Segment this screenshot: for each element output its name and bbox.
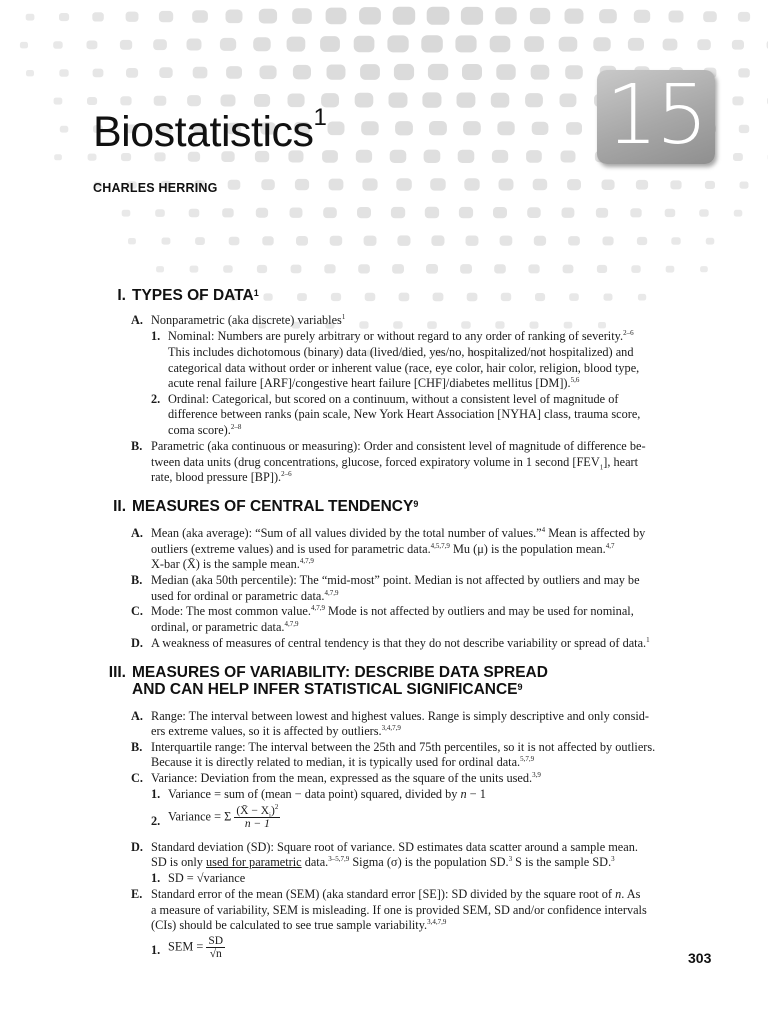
decorative-tile — [462, 64, 482, 80]
decorative-tile — [631, 265, 640, 273]
decorative-tile — [331, 293, 341, 301]
decorative-tile — [292, 8, 312, 24]
decorative-tile — [425, 207, 439, 219]
decorative-tile — [732, 96, 743, 105]
decorative-tile — [599, 9, 617, 23]
decorative-tile — [329, 179, 344, 191]
decorative-tile — [562, 208, 575, 218]
item-label: A. — [131, 709, 143, 723]
decorative-tile — [534, 236, 546, 246]
decorative-tile — [126, 68, 138, 78]
decorative-tile — [228, 180, 241, 190]
item-text: Because it is directly related to median, it is typically used for ordinal data.$^{5,7,9}$ — [151, 754, 535, 769]
item-text: outliers (extreme values) and is used for parametric data.$^{4,5,7,9}$ Mu (μ) is the population mean.$^{4,7}$ — [151, 541, 615, 556]
decorative-tile — [490, 36, 511, 53]
decorative-tile — [429, 121, 447, 135]
decorative-tile — [433, 293, 444, 302]
item-text: Standard deviation (SD): Square root of variance. SD estimates data scatter around a sample mean. — [151, 840, 638, 854]
decorative-tile — [699, 209, 709, 217]
decorative-tile — [261, 179, 275, 190]
decorative-tile — [92, 12, 104, 21]
decorative-tile — [355, 93, 374, 108]
decorative-tile — [531, 65, 550, 80]
item-text: Nominal: Numbers are purely arbitrary or without regard to any order of ranking of severity.$^{2-6}$ — [168, 328, 634, 343]
decorative-tile — [669, 11, 684, 23]
formula-fraction: $\frac{(X̄ - X_i)^2}{n - 1}$ — [236, 803, 279, 830]
chapter-number: 15 — [605, 68, 707, 163]
decorative-tile — [356, 150, 372, 163]
decorative-tile — [189, 209, 200, 218]
decorative-tile — [706, 238, 715, 245]
decorative-tile — [431, 235, 444, 246]
decorative-tile — [361, 121, 379, 135]
decorative-tile — [705, 181, 715, 189]
decorative-tile — [563, 265, 574, 274]
decorative-tile — [323, 207, 337, 218]
decorative-tile — [496, 64, 515, 80]
decorative-tile — [193, 67, 208, 79]
decorative-tile — [395, 121, 413, 135]
decorative-tile — [362, 178, 377, 190]
item-label: 1. — [151, 871, 161, 885]
decorative-tile — [293, 65, 311, 80]
item-text: Range: The interval between lowest and highest values. Range is simply descriptive and only consid- — [151, 709, 650, 723]
item-text: Ordinal: Categorical, but scored on a continuum, without a consistent level of magnitude of — [168, 392, 619, 406]
decorative-tile — [530, 322, 539, 329]
decorative-tile — [54, 98, 63, 105]
decorative-tile — [221, 95, 236, 107]
item-label: D. — [131, 636, 143, 650]
variance-formula: Variance = Σ $\frac{(X̄ - X_i)^2}{n - 1}$ — [168, 803, 279, 830]
decorative-tile — [87, 41, 98, 50]
decorative-tile — [365, 293, 376, 301]
decorative-tile — [495, 7, 516, 24]
decorative-tile — [128, 238, 136, 244]
decorative-tile — [467, 293, 478, 302]
decorative-tile — [364, 236, 377, 246]
decorative-tile — [354, 36, 375, 53]
item-text: Mean (aka average): “Sum of all values divided by the total number of values.”$^4$ Mean is affected by — [151, 525, 646, 540]
decorative-tile — [159, 67, 172, 78]
item-label: B. — [131, 573, 143, 587]
decorative-tile — [567, 179, 581, 190]
decorative-tile — [357, 207, 371, 218]
chapter-title: Biostatistics$^1$ — [93, 104, 327, 156]
decorative-tile — [226, 66, 242, 79]
decorative-tile — [466, 236, 479, 246]
decorative-tile — [330, 236, 343, 246]
decorative-tile — [459, 207, 473, 218]
decorative-tile — [291, 265, 302, 274]
decorative-tile — [295, 179, 309, 190]
decorative-tile — [226, 10, 243, 24]
item-label: A. — [131, 526, 143, 540]
decorative-tile — [630, 208, 641, 217]
item-label: A. — [131, 313, 143, 327]
decorative-tile — [525, 93, 543, 107]
decorative-tile — [597, 265, 607, 273]
item-text: ers extreme values, so it is affected by outliers.$^{3,4,7,9}$ — [151, 723, 401, 738]
decorative-tile — [501, 293, 511, 301]
decorative-tile — [253, 37, 271, 51]
decorative-tile — [187, 39, 202, 51]
item-text: ordinal, or parametric data.$^{4,7,9}$ — [151, 619, 299, 634]
decorative-tile — [671, 237, 680, 245]
decorative-tile — [568, 236, 580, 245]
decorative-tile — [59, 69, 68, 77]
decorative-tile — [464, 178, 479, 190]
decorative-tile — [494, 264, 506, 273]
decorative-tile — [604, 294, 613, 301]
decorative-tile — [287, 37, 306, 52]
item-text: categorical data without order or inherent value (race, eye color, hair color, religion, blood type, — [168, 361, 640, 375]
decorative-tile — [59, 13, 69, 21]
decorative-tile — [153, 39, 167, 50]
decorative-tile — [254, 94, 270, 107]
decorative-tile — [634, 10, 650, 23]
item-label: 2. — [151, 814, 161, 828]
decorative-tile — [53, 41, 63, 49]
decorative-tile — [358, 264, 370, 273]
decorative-tile — [738, 68, 750, 77]
item-text: Variance: Deviation from the mean, expressed as the square of the units used.$^{3,9}$ — [151, 770, 541, 785]
decorative-tile — [26, 14, 35, 21]
section-heading-2: II. MEASURES OF CENTRAL TENDENCY$^9$ — [113, 498, 419, 515]
item-text: X-bar (X̄) is the sample mean.$^{4,7,9}$ — [151, 556, 314, 571]
decorative-tile — [569, 293, 579, 301]
decorative-tile — [120, 40, 132, 50]
decorative-tile — [703, 11, 717, 22]
decorative-tile — [20, 42, 28, 49]
decorative-tile — [533, 179, 548, 191]
decorative-tile — [493, 207, 507, 218]
decorative-tile — [260, 66, 277, 80]
item-text: a measure of variability, SEM is misleading. If one is provided SEM, SD and/or confidence intervals — [151, 903, 647, 917]
decorative-tile — [499, 179, 514, 191]
decorative-tile — [700, 266, 708, 272]
decorative-tile — [603, 237, 614, 246]
decorative-tile — [738, 12, 750, 22]
item-text: SD is only used for parametric data.$^{3-5,7,9}$ Sigma (σ) is the population SD.$^3$ S is the sample SD.$^3$ — [151, 854, 615, 869]
decorative-tile — [122, 210, 131, 217]
decorative-tile — [397, 235, 410, 246]
item-text: rate, blood pressure [BP]).$^{2-6}$ — [151, 469, 292, 484]
decorative-tile — [532, 122, 549, 135]
decorative-tile — [156, 266, 164, 272]
decorative-tile — [458, 150, 475, 163]
decorative-tile — [430, 178, 446, 190]
decorative-tile — [491, 93, 510, 108]
item-text: Mode: The most common value.$^{4,7,9}$ Mode is not affected by outliers and may be used for nominal, — [151, 603, 634, 618]
decorative-tile — [628, 38, 644, 51]
decorative-tile — [326, 8, 347, 25]
decorative-tile — [360, 64, 380, 80]
decorative-tile — [256, 208, 268, 218]
decorative-tile — [393, 321, 403, 329]
item-label: B. — [131, 439, 143, 453]
decorative-tile — [262, 236, 273, 245]
decorative-tile — [187, 95, 201, 106]
decorative-tile — [359, 321, 368, 329]
decorative-tile — [663, 39, 678, 51]
decorative-tile — [564, 322, 573, 329]
decorative-tile — [559, 37, 578, 52]
decorative-tile — [87, 97, 97, 105]
decorative-tile — [593, 37, 610, 51]
decorative-tile — [359, 7, 381, 24]
chapter-number-badge — [597, 70, 715, 164]
section-heading-3: III. MEASURES OF VARIABILITY: DESCRIBE DATA SPREAD — [108, 664, 548, 681]
decorative-tile — [26, 70, 34, 76]
decorative-tile — [223, 265, 233, 273]
decorative-tile — [638, 294, 646, 301]
decorative-tile — [565, 9, 584, 24]
decorative-tile — [263, 293, 272, 300]
decorative-tile — [637, 237, 647, 245]
item-text: SD = √variance — [168, 871, 246, 885]
decorative-tile — [495, 321, 504, 328]
decorative-tile — [389, 93, 408, 108]
decorative-tile — [426, 264, 438, 274]
decorative-tile — [497, 121, 514, 135]
decorative-tile — [636, 180, 648, 190]
decorative-tile — [394, 64, 414, 80]
decorative-tile — [461, 321, 471, 329]
decorative-tile — [666, 266, 675, 273]
item-text: coma score).$^{2-8}$ — [168, 422, 242, 437]
item-text: difference between ranks (pain scale, New York Heart Association [NYHA] class, trauma score, — [168, 407, 641, 421]
decorative-tile — [296, 236, 308, 246]
sem-formula: SEM = $\frac{SD}{√n}$ — [168, 935, 224, 960]
decorative-tile — [162, 238, 171, 245]
decorative-tile — [257, 265, 267, 273]
decorative-tile — [93, 69, 104, 78]
author-name: CHARLES HERRING — [93, 181, 218, 195]
item-label: E. — [131, 887, 143, 901]
item-text: (CIs) should be calculated to see true sample variability.$^{3,4,7,9}$ — [151, 917, 447, 932]
decorative-tile — [602, 180, 615, 191]
formula-fraction: $\frac{SD}{√n}$ — [208, 935, 224, 960]
item-label: 1. — [151, 329, 161, 343]
decorative-tile — [565, 65, 583, 79]
item-text: Nonparametric (aka discrete) variables$^1$ — [151, 312, 346, 327]
decorative-tile — [492, 150, 508, 163]
decorative-tile — [460, 264, 472, 274]
decorative-tile — [229, 237, 240, 246]
decorative-tile — [596, 208, 608, 218]
decorative-tile — [390, 150, 407, 163]
decorative-tile — [561, 151, 576, 163]
decorative-tile — [598, 322, 606, 328]
decorative-tile — [739, 125, 749, 133]
decorative-tile — [190, 266, 199, 273]
item-text: A weakness of measures of central tendency is that they do not describe variability or spread of data.$^1$ — [151, 635, 650, 650]
decorative-tile — [530, 8, 550, 24]
decorative-tile — [665, 209, 676, 217]
decorative-tile — [528, 264, 539, 273]
decorative-tile — [387, 35, 408, 52]
section-heading-1: I. TYPES OF DATA$^1$ — [117, 287, 259, 304]
decorative-tile — [290, 208, 303, 218]
decorative-tile — [222, 208, 234, 217]
decorative-tile — [60, 126, 69, 133]
item-text: Parametric (aka continuous or measuring): Order and consistent level of magnitude of difference be- — [151, 439, 646, 453]
item-label: 2. — [151, 392, 161, 406]
decorative-tile — [560, 94, 577, 108]
decorative-tile — [120, 96, 131, 105]
decorative-tile — [535, 293, 545, 301]
decorative-tile — [527, 207, 541, 218]
decorative-tile — [297, 293, 307, 301]
item-text: This includes dichotomous (binary) data (lived/died, yes/no, hospitalized/not hospitalized) and — [168, 345, 634, 359]
decorative-tile — [155, 209, 165, 217]
section-heading-3-line-2: AND CAN HELP INFER STATISTICAL SIGNIFICANCE$^9$ — [132, 681, 523, 698]
title-footnote: 1 — [313, 104, 327, 131]
decorative-tile — [427, 7, 450, 25]
decorative-tile — [732, 40, 744, 50]
decorative-tile — [500, 236, 513, 246]
page-number: 303 — [688, 950, 712, 966]
decorative-tile — [457, 93, 476, 108]
decorative-tile — [424, 150, 441, 163]
item-text: tween data units (drug concentrations, glucose, forced expiratory volume in 1 second $[FEV_1]$, heart — [151, 455, 639, 472]
item-text: acute renal failure [ARF]/congestive heart failure [CHF]/diabetes mellitus [DM]).$^{5,6}$ — [168, 375, 580, 390]
decorative-tile — [740, 182, 749, 189]
decorative-tile — [192, 10, 208, 23]
decorative-tile — [526, 150, 542, 163]
item-text: Median (aka 50th percentile): The “mid-most” point. Median is not affected by outliers and may be — [151, 573, 640, 587]
item-label: C. — [131, 604, 143, 618]
decorative-tile — [461, 7, 483, 25]
decorative-tile — [427, 321, 437, 329]
decorative-tile — [422, 92, 441, 107]
decorative-tile — [126, 12, 139, 22]
decorative-tile — [327, 65, 346, 80]
decorative-tile — [393, 7, 416, 25]
decorative-tile — [288, 94, 305, 108]
decorative-tile — [195, 237, 205, 245]
decorative-tile — [328, 122, 345, 136]
decorative-tile — [670, 180, 681, 189]
decorative-tile — [320, 36, 340, 52]
decorative-tile — [455, 35, 476, 52]
item-text: Variance = sum of (mean − data point) squared, divided by n − 1 — [168, 787, 486, 801]
decorative-tile — [159, 11, 173, 22]
decorative-tile — [697, 39, 711, 50]
decorative-tile — [259, 9, 277, 24]
item-label: B. — [131, 740, 143, 754]
decorative-tile — [154, 96, 167, 106]
item-label: 1. — [151, 943, 161, 957]
decorative-tile — [391, 207, 405, 218]
decorative-tile — [566, 122, 582, 135]
item-label: 1. — [151, 787, 161, 801]
decorative-tile — [463, 121, 481, 135]
decorative-tile — [428, 64, 448, 80]
decorative-tile — [524, 36, 544, 52]
decorative-tile — [220, 38, 236, 51]
decorative-tile — [396, 178, 412, 190]
item-label: D. — [131, 840, 143, 854]
decorative-tile — [54, 154, 62, 160]
decorative-tile — [392, 264, 404, 274]
decorative-tile — [421, 35, 443, 52]
item-text: used for ordinal or parametric data.$^{4,7,9}$ — [151, 588, 339, 603]
item-text: Interquartile range: The interval between the 25th and 75th percentiles, so it is not affected by outliers. — [151, 740, 656, 754]
item-text: Standard error of the mean (SEM) (aka standard error [SE]): SD divided by the square root of n. As — [151, 887, 641, 901]
decorative-tile — [733, 153, 743, 161]
decorative-tile — [734, 210, 743, 217]
decorative-tile — [324, 264, 335, 273]
item-label: C. — [131, 771, 143, 785]
decorative-tile — [399, 293, 410, 302]
